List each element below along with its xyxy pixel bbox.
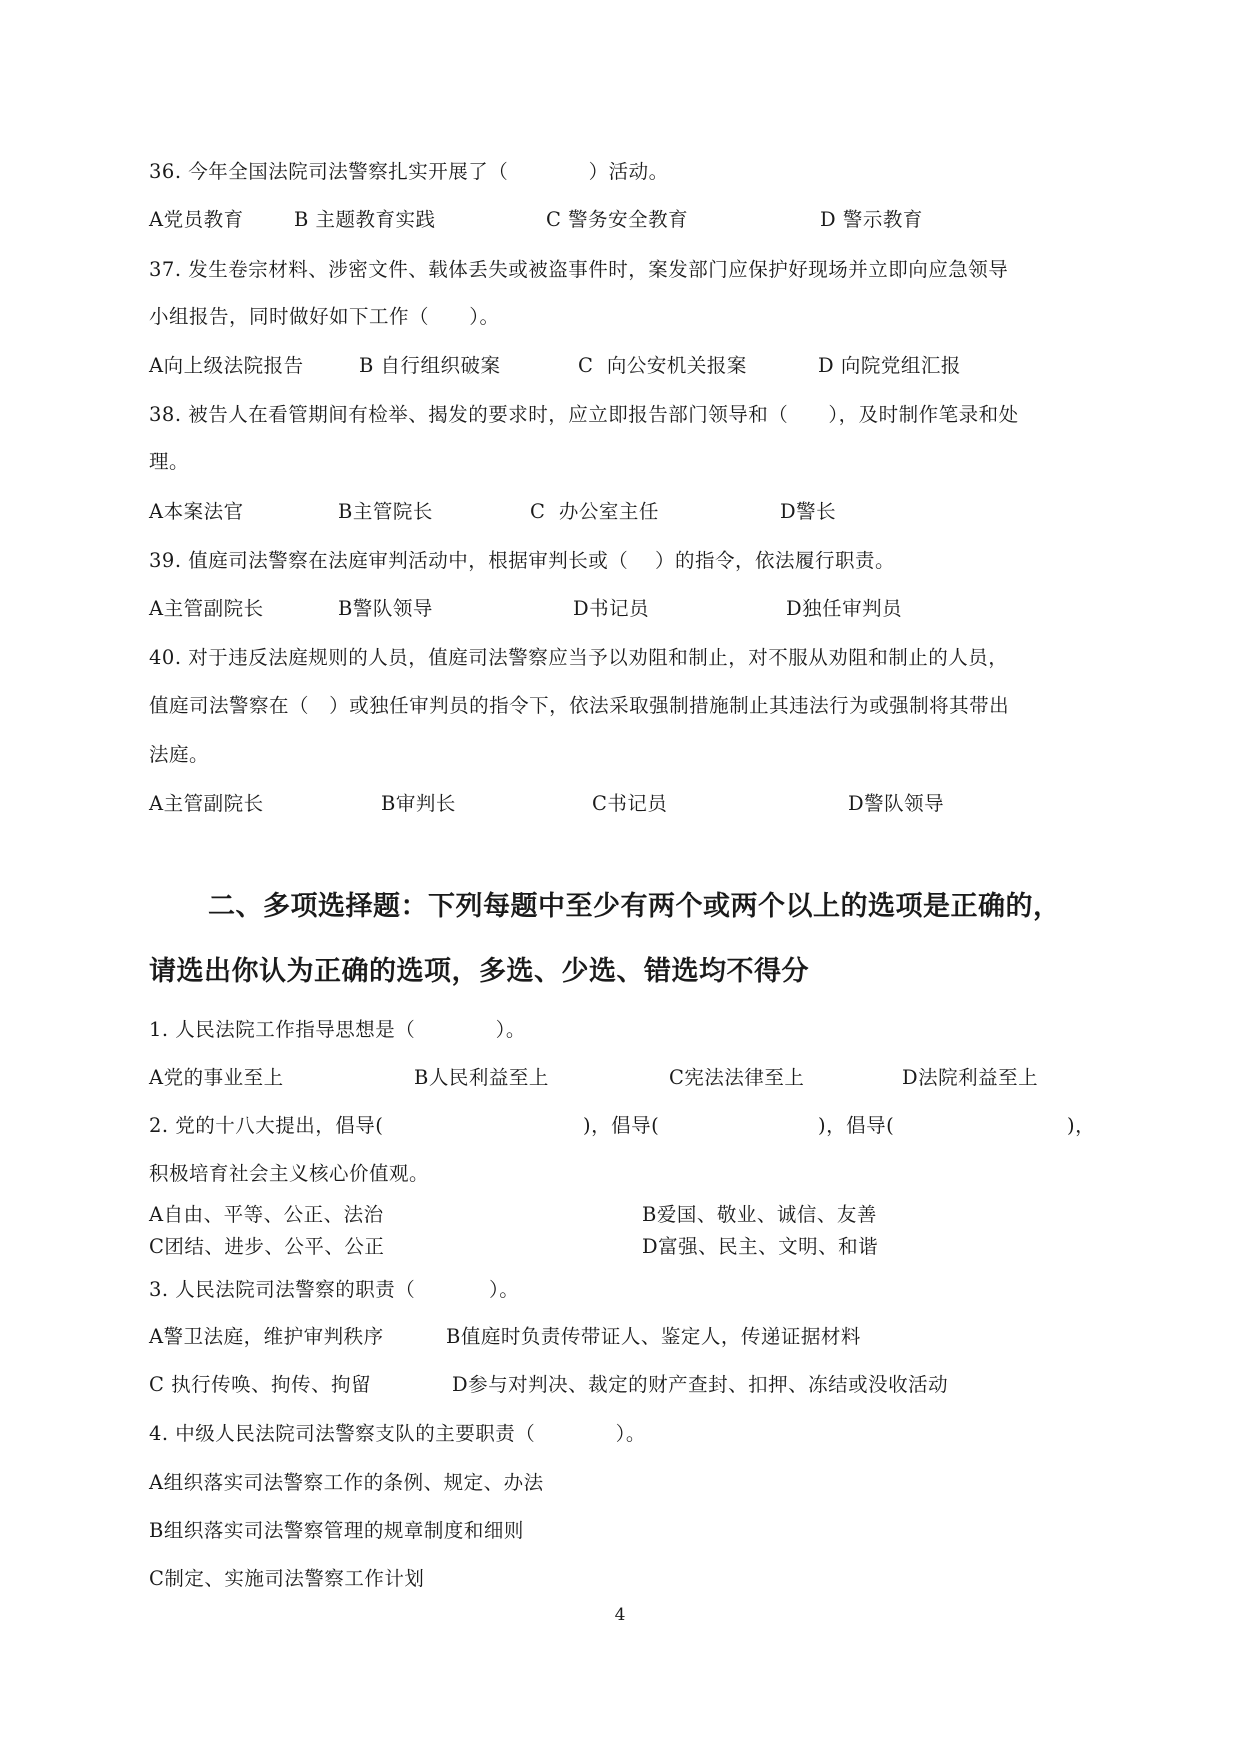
- m1-stem: 1. 人民法院工作指导思想是（ ）。: [149, 1018, 526, 1041]
- q40-option-a: A主管副院长: [149, 792, 264, 815]
- m1-option-c: C宪法法律至上: [669, 1066, 805, 1089]
- m2-option-a: A自由、平等、公正、法治: [149, 1203, 384, 1226]
- m1-option-b: B人民利益至上: [414, 1066, 549, 1089]
- q39-option-b: B警队领导: [338, 597, 433, 620]
- q36-option-d: D 警示教育: [820, 208, 923, 231]
- q38-option-b: B主管院长: [338, 500, 433, 523]
- q40-stem-line3: 法庭。: [149, 743, 210, 766]
- page-number: 4: [614, 1605, 626, 1625]
- m4-stem: 4. 中级人民法院司法警察支队的主要职责（ ）。: [149, 1422, 646, 1445]
- q38-stem-line2: 理。: [149, 450, 190, 473]
- m2-option-c: C团结、进步、公平、公正: [149, 1235, 385, 1258]
- q38-option-c: C 办公室主任: [530, 500, 659, 523]
- q40-option-c: C书记员: [592, 792, 668, 815]
- m3-option-d: D参与对判决、裁定的财产查封、扣押、冻结或没收活动: [452, 1373, 949, 1396]
- q37-option-b: B 自行组织破案: [359, 354, 501, 377]
- m3-option-b: B值庭时负责传带证人、鉴定人，传递证据材料: [446, 1325, 861, 1348]
- m1-option-a: A党的事业至上: [149, 1066, 284, 1089]
- m1-option-d: D法院利益至上: [902, 1066, 1039, 1089]
- m3-option-c: C 执行传唤、拘传、拘留: [149, 1373, 372, 1396]
- q39-option-a: A主管副院长: [149, 597, 264, 620]
- m4-option-c: C制定、实施司法警察工作计划: [149, 1567, 425, 1590]
- q39-stem: 39. 值庭司法警察在法庭审判活动中，根据审判长或（ ）的指令，依法履行职责。: [149, 549, 896, 572]
- m3-option-a: A警卫法庭，维护审判秩序: [149, 1325, 384, 1348]
- q40-option-d: D警队领导: [848, 792, 945, 815]
- m4-option-b: B组织落实司法警察管理的规章制度和细则: [149, 1519, 524, 1542]
- q37-option-a: A向上级法院报告: [149, 354, 304, 377]
- q38-option-d: D警长: [780, 500, 837, 523]
- m3-stem: 3. 人民法院司法警察的职责（ ）。: [149, 1278, 520, 1301]
- q37-option-c: C 向公安机关报案: [578, 354, 747, 377]
- q40-stem-line1: 40. 对于违反法庭规则的人员，值庭司法警察应当予以劝阻和制止，对不服从劝阻和制止的人员，: [149, 646, 1009, 669]
- m2-stem-line2: 积极培育社会主义核心价值观。: [149, 1162, 430, 1185]
- section2-heading-line1: 二、多项选择题：下列每题中至少有两个或两个以上的选项是正确的，: [208, 891, 1061, 922]
- q39-option-d: D独任审判员: [786, 597, 903, 620]
- m2-option-d: D富强、民主、文明、和谐: [642, 1235, 879, 1258]
- m2-option-b: B爱国、敬业、诚信、友善: [642, 1203, 877, 1226]
- q36-stem: 36. 今年全国法院司法警察扎实开展了（ ）活动。: [149, 160, 669, 183]
- m2-stem-part2: )，倡导(: [583, 1114, 660, 1137]
- q38-option-a: A本案法官: [149, 500, 244, 523]
- q36-option-c: C 警务安全教育: [546, 208, 689, 231]
- q36-option-a: A党员教育: [149, 208, 244, 231]
- q39-option-c: D书记员: [573, 597, 650, 620]
- q38-stem-line1: 38. 被告人在看管期间有检举、揭发的要求时，应立即报告部门领导和（ ），及时制作笔录和处: [149, 403, 1019, 426]
- m4-option-a: A组织落实司法警察工作的条例、规定、办法: [149, 1471, 544, 1494]
- m2-stem-part3: )，倡导(: [818, 1114, 895, 1137]
- q37-stem-line1: 37. 发生卷宗材料、涉密文件、载体丢失或被盗事件时，案发部门应保护好现场并立即向应急领导: [149, 258, 1009, 281]
- q37-option-d: D 向院党组汇报: [818, 354, 961, 377]
- q37-stem-line2: 小组报告，同时做好如下工作（ ）。: [149, 305, 500, 328]
- q36-option-b: B 主题教育实践: [294, 208, 436, 231]
- m2-stem-part1: 2. 党的十八大提出，倡导(: [149, 1114, 384, 1137]
- q40-stem-line2: 值庭司法警察在（ ）或独任审判员的指令下，依法采取强制措施制止其违法行为或强制将其带出: [149, 694, 1010, 717]
- m2-stem-part4: )，: [1067, 1114, 1096, 1137]
- q40-option-b: B审判长: [381, 792, 456, 815]
- section2-heading-line2: 请选出你认为正确的选项，多选、少选、错选均不得分: [149, 956, 809, 987]
